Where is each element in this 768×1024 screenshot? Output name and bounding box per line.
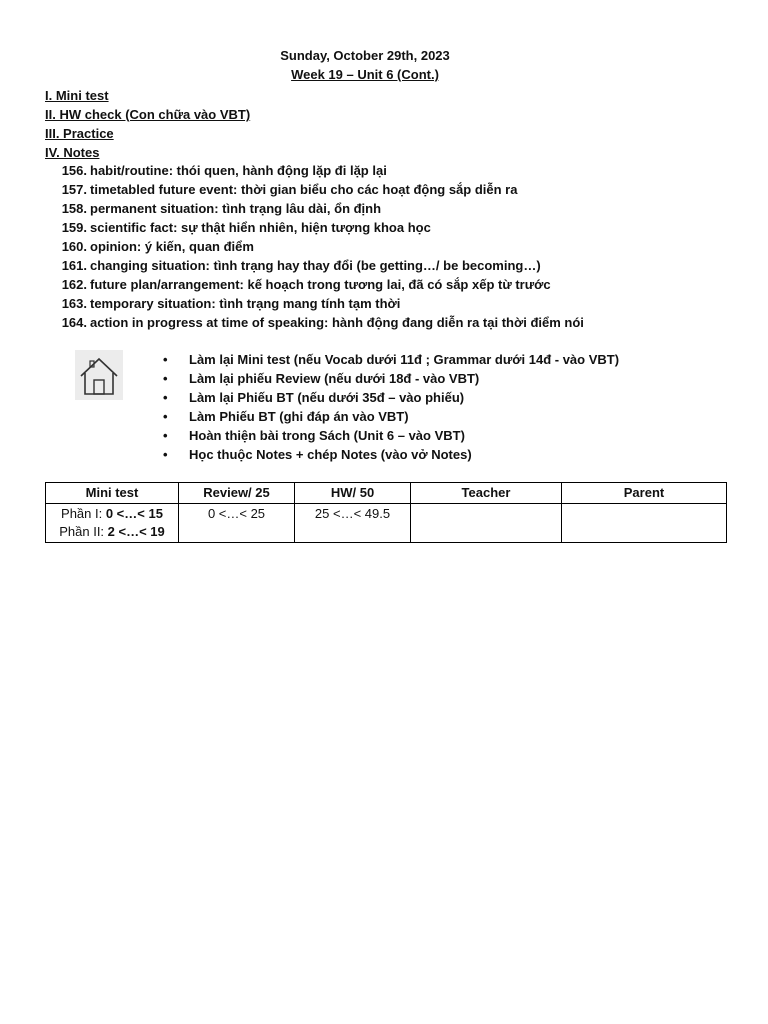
note-number: 160. [61,239,87,254]
section-list [45,86,250,162]
mini-test-cell [46,504,179,543]
review-range-cell: 0 <…< 25 [179,504,295,543]
note-text: habit/routine: thói quen, hành động lặp đi lặp lại [90,163,387,178]
part1-label: Phần I: [61,506,106,521]
note-number: 163. [61,296,87,311]
note-item [55,275,584,294]
note-text: future plan/arrangement: kế hoạch trong tương lai, đã có sắp xếp từ trước [90,277,551,292]
task-text: Làm lại Mini test (nếu Vocab dưới 11đ ; Grammar dưới 14đ - vào VBT) [189,352,620,367]
task-item [163,445,619,464]
bullet-icon: • [163,409,168,424]
note-text: permanent situation: tình trạng lâu dài, ổn định [90,201,382,216]
note-item [55,218,584,237]
note-item [55,237,584,256]
task-item [163,369,619,388]
note-number: 161. [61,258,87,273]
bullet-icon: • [163,447,168,462]
note-text: opinion: ý kiến, quan điểm [90,239,254,254]
date-heading: Sunday, October 29th, 2023 [280,48,450,63]
mini-test-part1 [48,505,176,523]
note-number: 157. [61,182,87,197]
notes-list [55,161,584,332]
mini-test-part2 [48,523,176,541]
section-practice: III. Practice [45,126,114,141]
score-table-row [46,504,727,543]
task-text: Làm lại phiếu Review (nếu dưới 18đ - vào VBT) [189,371,480,386]
bullet-icon: • [163,428,168,443]
house-icon [75,350,123,400]
teacher-signature-cell[interactable] [411,504,562,543]
task-item [163,407,619,426]
note-number: 164. [61,315,87,330]
task-item [163,426,619,445]
note-item [55,256,584,275]
section-notes: IV. Notes [45,145,100,160]
note-text: timetabled future event: thời gian biểu cho các hoạt động sắp diễn ra [90,182,518,197]
part1-range: 0 <…< 15 [105,506,163,521]
header-mini-test: Mini test [46,483,179,504]
header-parent: Parent [562,483,727,504]
task-item [163,388,619,407]
header-hw: HW/ 50 [295,483,411,504]
note-text: temporary situation: tình trạng mang tính tạm thời [90,296,401,311]
homework-task-list [163,350,619,464]
note-number: 162. [61,277,87,292]
note-number: 156. [61,163,87,178]
note-text: action in progress at time of speaking: hành động đang diễn ra tại thời điểm nói [90,315,584,330]
part2-range: 2 <…< 19 [107,524,165,539]
task-text: Hoàn thiện bài trong Sách (Unit 6 – vào VBT) [189,428,465,443]
parent-signature-cell[interactable] [562,504,727,543]
week-unit-heading: Week 19 – Unit 6 (Cont.) [291,67,439,82]
note-item [55,180,584,199]
note-item [55,294,584,313]
bullet-icon: • [163,352,168,367]
task-text: Làm Phiếu BT (ghi đáp án vào VBT) [189,409,409,424]
task-text: Học thuộc Notes + chép Notes (vào vở Notes) [189,447,472,462]
section-mini-test: I. Mini test [45,88,109,103]
note-number: 159. [61,220,87,235]
note-text: changing situation: tình trạng hay thay đổi (be getting…/ be becoming…) [90,258,541,273]
note-number: 158. [61,201,87,216]
score-table-header-row [46,483,727,504]
header-review: Review/ 25 [179,483,295,504]
part2-label: Phần II: [59,524,108,539]
note-item [55,199,584,218]
section-hw-check: II. HW check (Con chữa vào VBT) [45,107,251,122]
task-text: Làm lại Phiếu BT (nếu dưới 35đ – vào phiếu) [189,390,465,405]
header-teacher: Teacher [411,483,562,504]
score-table [45,482,727,543]
hw-range-cell: 25 <…< 49.5 [295,504,411,543]
bullet-icon: • [163,390,168,405]
note-item [55,161,584,180]
task-item [163,350,619,369]
bullet-icon: • [163,371,168,386]
note-item [55,313,584,332]
note-text: scientific fact: sự thật hiển nhiên, hiện tượng khoa học [90,220,431,235]
